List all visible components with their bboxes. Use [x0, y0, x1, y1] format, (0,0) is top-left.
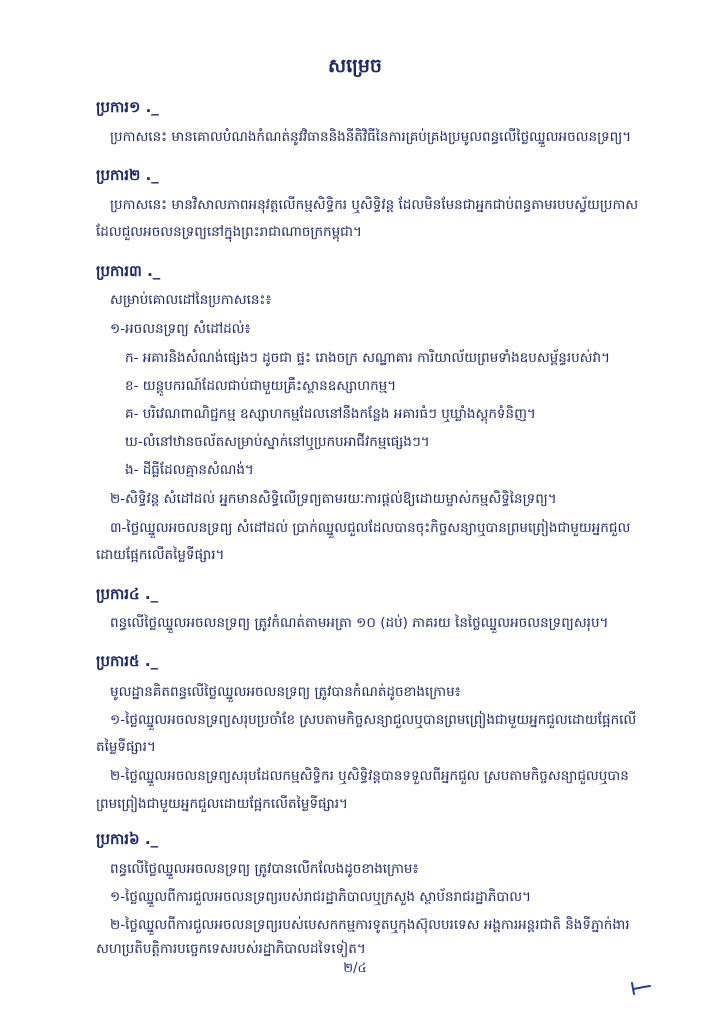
article-3-item-1-a: ក- អគារនិងសំណង់ផ្សេងៗ ដូចជា ផ្ទះ រោងចក្រ សណ្ឋាគារ ការិយាល័យព្រមទាំងឧបសម្ព័ន្ធរបស់វា។ — [125, 350, 610, 366]
article-6-title: ប្រការ៦ ._ — [96, 830, 159, 848]
article-3-item-1-b: ខ- យន្តូបករណ៍ដែលជាប់ជាមួយគ្រឹះស្ថានឧស្សាហកម្ម។ — [125, 378, 397, 394]
document-heading: សម្រេច — [328, 55, 382, 77]
article-5-item-2-cont: ព្រមព្រៀងជាមួយអ្នកជួលដោយផ្អែកលើតម្លៃទីផ្សារ។ — [96, 796, 348, 812]
article-3-item-1-d: ឃ-លំនៅឋានចល័តសម្រាប់ស្នាក់នៅឬប្រកបអាជីវកម្មផ្សេងៗ។ — [125, 434, 430, 450]
article-1-line-1: ប្រកាសនេះ មានគោលបំណងកំណត់នូវវិធាននិងនីតិវិធីនៃការគ្រប់គ្រងប្រមូលពន្ធលើថ្លៃឈ្នួលអចលនទ្រព្យ។ — [110, 129, 632, 145]
article-3-item-1-e: ង- ដីធ្លីដែលគ្មានសំណង់។ — [125, 462, 254, 478]
article-4-title: ប្រការ៤ ._ — [96, 585, 159, 603]
article-2-line-1: ប្រកាសនេះ មានវិសាលភាពអនុវត្តលើកម្មសិទ្ធិករ ឬសិទ្ធិវន្ត ដែលមិនមែនជាអ្នកជាប់ពន្ធតាមរបបស្វ័យប្រកាស — [110, 197, 639, 213]
article-5-item-2: ២-ថ្លៃឈ្នួលអចលនទ្រព្យសរុបដែលកម្មសិទ្ធិករ ឬសិទ្ធិវន្តបានទទួលពីអ្នកជួល ស្របតាមកិច្ចសន្យាជួលឬបាន — [110, 768, 629, 784]
article-6-item-1: ១-ថ្លៃឈ្នួលពីការជួលអចលនទ្រព្យរបស់រាជរដ្ឋាភិបាលឬក្រសួង ស្ថាប័នរាជរដ្ឋាភិបាល។ — [110, 889, 532, 905]
article-2-title: ប្រការ២ ._ — [96, 166, 159, 184]
article-6-item-2-cont: សហប្រតិបត្តិការបច្ចេកទេសរបស់រដ្ឋាភិបាលដទៃទៀត។ — [96, 941, 366, 957]
article-5-item-1-cont: តម្លៃទីផ្សារ។ — [96, 739, 156, 755]
article-4-line-1: ពន្ធលើថ្លៃឈ្នួលអចលនទ្រព្យ ត្រូវកំណត់តាមអត្រា ១០ (ដប់) ភាគរយ នៃថ្លៃឈ្នួលអចលនទ្រព្យសរុប។ — [110, 615, 609, 631]
article-1-title: ប្រការ១ ._ — [96, 98, 159, 116]
article-5-title: ប្រការ៥ ._ — [96, 652, 159, 670]
handwritten-initial-mark — [628, 980, 654, 998]
article-3-item-1: ១-អចលនទ្រព្យ សំដៅដល់៖ — [110, 321, 251, 337]
article-5-item-1: ១-ថ្លៃឈ្នួលអចលនទ្រព្យសរុបប្រចាំខែ ស្របតាមកិច្ចសន្យាជួលឬបានព្រមព្រៀងជាមួយអ្នកជួលដោយផ្អែកលើ — [110, 712, 637, 728]
article-6-intro: ពន្ធលើថ្លៃឈ្នួលអចលនទ្រព្យ ត្រូវបានលើកលែងដូចខាងក្រោម៖ — [110, 861, 419, 877]
article-3-item-3-cont: ដោយផ្អែកលើតម្លៃទីផ្សារ។ — [96, 547, 225, 563]
article-3-title: ប្រការ៣ ._ — [96, 262, 161, 280]
article-5-intro: មូលដ្ឋានគិតពន្ធលើថ្លៃឈ្នួលអចលនទ្រព្យ ត្រូវបានកំណត់ដូចខាងក្រោម៖ — [110, 684, 461, 700]
article-3-item-3: ៣-ថ្លៃឈ្នួលអចលនទ្រព្យ សំដៅដល់ ប្រាក់ឈ្នួលជួលដែលបានចុះកិច្ចសន្យាឬបានព្រមព្រៀងជាមួយអ្នកជួល — [110, 520, 631, 536]
article-3-intro: សម្រាប់គោលដៅនៃប្រកាសនេះ៖ — [110, 292, 272, 308]
article-2-line-2: ដែលជួលអចលនទ្រព្យនៅក្នុងព្រះរាជាណាចក្រកម្ពុជា។ — [96, 224, 362, 240]
article-3-item-1-c: គ- បរិវេណពាណិជ្ជកម្ម ឧស្សាហកម្មដែលនៅនឹងកន្លែង អគារធំៗ ឬឃ្លាំងស្តុកទំនិញ។ — [125, 406, 536, 422]
article-6-item-2: ២-ថ្លៃឈ្នួលពីការជួលអចលនទ្រព្យរបស់បេសកកម្មការទូតឬកុងស៊ុលបរទេស អង្គការអន្តរជាតិ និងទីភ្នាក់ងារ — [110, 917, 630, 933]
article-3-item-2: ២-សិទ្ធិវន្ត សំដៅដល់ អ្នកមានសិទ្ធិលើទ្រព្យតាមរយៈការផ្តល់ឱ្យដោយម្ចាស់កម្មសិទ្ធិនៃទ្រព្យ។ — [110, 491, 557, 507]
page-number: ២/៤ — [343, 961, 367, 976]
